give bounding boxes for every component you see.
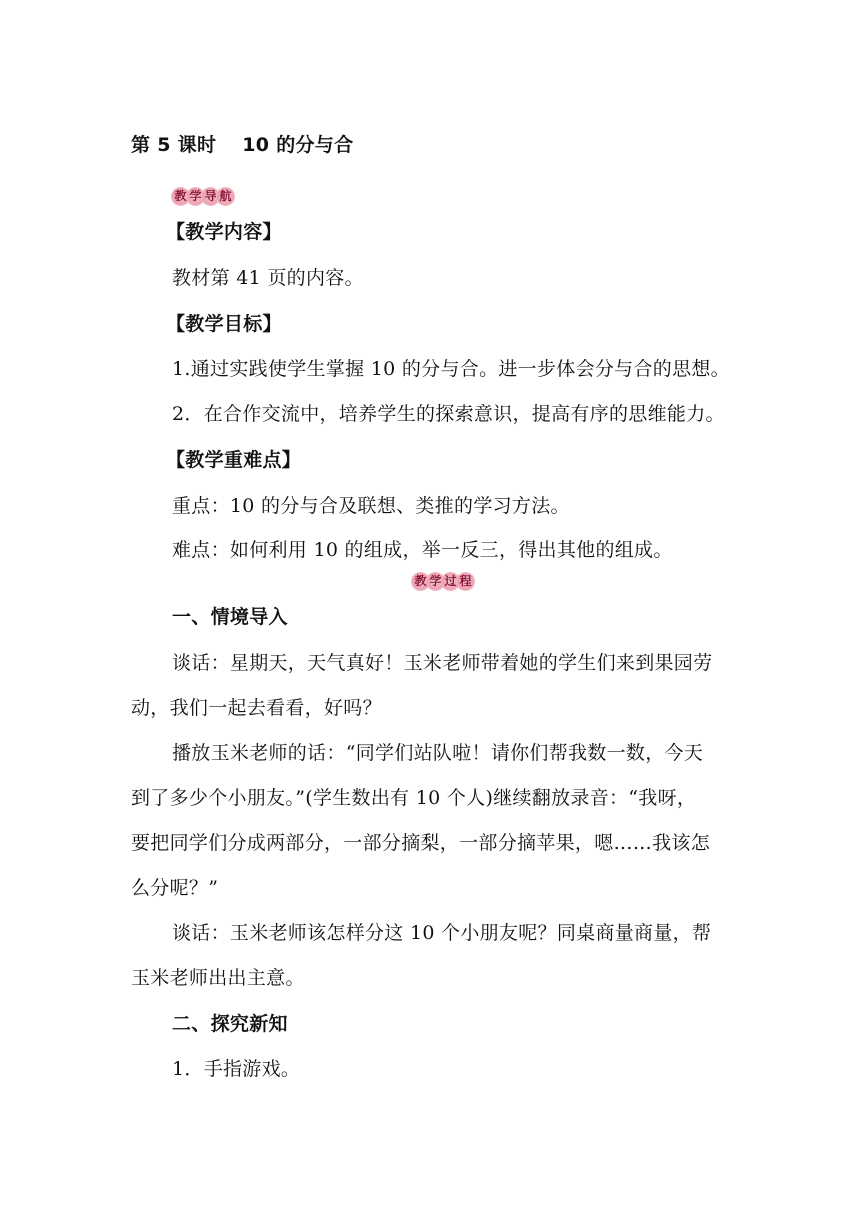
- goal-2: 2．在合作交流中，培养学生的探索意识，提高有序的思维能力。: [172, 403, 725, 425]
- paragraph-3-line-2: 玉米老师出出主意。: [131, 967, 305, 989]
- paragraph-2-line-2: 到了多少个小朋友。”(学生数出有 10 个人)继续翻放录音：“我呀，: [131, 787, 697, 809]
- goals-heading: 【教学目标】: [166, 313, 282, 335]
- paragraph-2-line-3: 要把同学们分成两部分，一部分摘梨，一部分摘苹果，嗯……我该怎: [131, 832, 711, 854]
- section-2-heading: 二、探究新知: [172, 1013, 288, 1035]
- badge-char: 学: [427, 573, 444, 590]
- lesson-title: [131, 133, 353, 157]
- badge-char: 过: [442, 573, 459, 590]
- paragraph-3-line-1: 谈话：玉米老师该怎样分这 10 个小朋友呢？同桌商量商量，帮: [172, 922, 712, 944]
- lesson-topic: 10 的分与合: [242, 134, 354, 156]
- item-1: 1．手指游戏。: [172, 1058, 301, 1080]
- content-heading: 【教学内容】: [166, 221, 282, 243]
- key-heading: 【教学重难点】: [166, 449, 302, 471]
- teaching-process-badge: [412, 573, 472, 590]
- paragraph-1-line-2: 动，我们一起去看看，好吗？: [131, 697, 382, 719]
- badge-char: 导: [202, 188, 219, 205]
- paragraph-2-line-1: 播放玉米老师的话：“同学们站队啦！请你们帮我数一数，今天: [172, 742, 704, 764]
- content-text: 教材第 41 页的内容。: [172, 267, 364, 289]
- badge-char: 教: [412, 573, 429, 590]
- teaching-guide-badge: [172, 188, 232, 205]
- key-point: 重点：10 的分与合及联想、类推的学习方法。: [172, 495, 570, 517]
- badge-char: 学: [187, 188, 204, 205]
- badge-char: 程: [457, 573, 474, 590]
- paragraph-2-line-4: 么分呢？”: [131, 877, 219, 899]
- paragraph-1-line-1: 谈话：星期天，天气真好！玉米老师带着她的学生们来到果园劳: [172, 652, 713, 674]
- badge-char: 教: [172, 188, 189, 205]
- section-1-heading: 一、情境导入: [172, 606, 288, 628]
- goal-1: 1.通过实践使学生掌握 10 的分与合。进一步体会分与合的思想。: [172, 358, 730, 380]
- badge-char: 航: [217, 188, 234, 205]
- difficult-point: 难点：如何利用 10 的组成，举一反三，得出其他的组成。: [172, 539, 673, 561]
- lesson-number: 第 5 课时: [131, 134, 217, 156]
